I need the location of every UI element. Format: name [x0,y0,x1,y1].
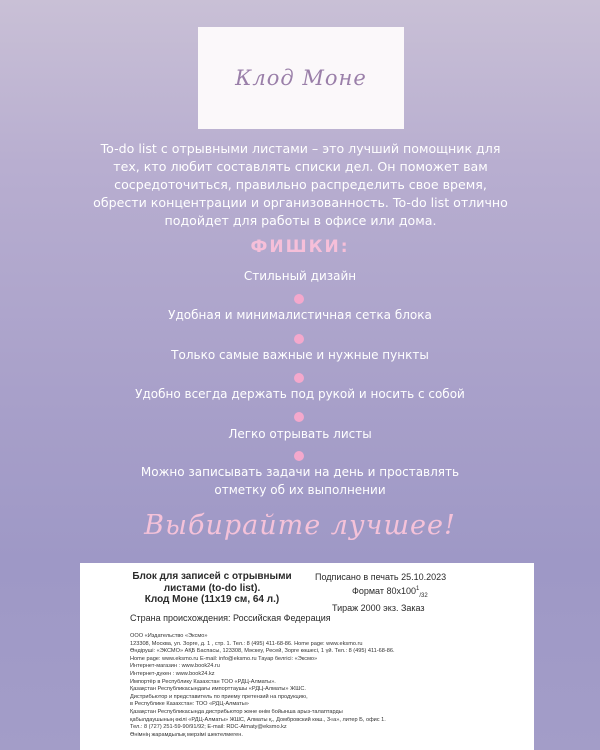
brand-logo-card [198,27,404,129]
detail-line: в Республике Казахстан: ТОО «РДЦ-Алматы» [130,701,249,708]
publisher-details [130,633,530,739]
bullet-dot-icon [294,451,304,461]
feature-item [60,267,540,285]
imprint-block [80,563,534,750]
detail-line: Дистрибьютор и представитель по приему претензий на продукцию, [130,693,308,700]
format-line [315,583,525,602]
feature-text: Удобно всегда держать под рукой и носить с собой [135,387,465,401]
signed-date: Подписано в печать 25.10.2023 [315,572,447,582]
print-info [315,571,525,614]
product-title [112,571,312,606]
brand-logo: Клод Моне [235,66,367,90]
format-sup: 1 [416,586,420,592]
format-sub: /32 [419,592,428,599]
intro-paragraph [88,140,513,230]
bullet-dot-icon [294,294,304,304]
feature-text: Стильный дизайн [243,269,357,283]
feature-item [60,385,540,403]
detail-line: Қазақстан Республикасында дистрибьютор және өнім бойынша арыз-талаптарды [130,708,343,715]
feature-text: Удобная и минималистичная сетка блока [168,308,432,322]
detail-line: Интернет-магазин : www.book24.ru [130,663,220,670]
bullet-dot-icon [294,412,304,422]
feature-text: Можно записывать задачи на день и проставлять [140,465,460,479]
product-title-line: Клод Моне (11х19 см, 64 л.) [144,594,280,605]
intro-line: обрести концентрации и организованность. To-do list отлично [93,195,508,210]
country-of-origin: Страна происхождения: Российская Федерация [130,613,331,623]
product-title-line: Блок для записей с отрывными [132,571,292,582]
detail-line: Өндіруші: «ЭКСМО» АҚБ Баспасы, 123308, Мәскеу, Ресей, Зорге көшесі, 1 үй. Тел.: 8 (495) 411-68-86. [130,648,395,655]
features-title: ФИШКИ: [250,237,350,257]
feature-item [60,346,540,364]
feature-item [60,306,540,324]
intro-line: сосредоточиться, правильно распределить свое время, [114,177,487,192]
feature-text: Легко отрывать листы [228,427,372,441]
detail-line: Тел.: 8 (727) 251-59-90/91/92; E-mail: RDC-Almaty@eksmo.kz [130,724,287,731]
detail-line: Импортёр в Республику Казахстан ТОО «РДЦ-Алматы». [130,678,276,685]
feature-text: Только самые важные и нужные пункты [171,348,429,362]
detail-line: Home page: www.eksmo.ru E-mail: info@eksmo.ru Тауар белгісі: «Эксмо» [130,655,318,662]
format-value: Формат 80х100 [352,586,416,596]
intro-line: To-do list с отрывными листами – это лучший помощник для [100,141,501,156]
feature-text: отметку об их выполнении [214,483,386,497]
detail-line: қабылдаушының өкілі «РДЦ-Алматы» ЖШС, Алматы қ., Домбровский көш., 3«а», литер Б, офис 1. [130,716,386,723]
bullet-dot-icon [294,373,304,383]
detail-line: Қазақстан Республикасындағы импорттаушы «РДЦ-Алматы» ЖШС. [130,686,306,693]
intro-line: подойдет для работы в офисе или дома. [164,213,437,228]
detail-line: Интернет-дүкен : www.book24.kz [130,670,215,677]
bullet-dot-icon [294,334,304,344]
feature-item [60,463,540,499]
intro-line: тех, кто любит составлять списки дел. Он поможет вам [113,159,488,174]
circulation: Тираж 2000 экз. Заказ [332,602,425,613]
detail-line: 123308, Москва, ул. Зорге, д. 1 , стр. 1. Тел.: 8 (495) 411-68-86. Home page: www.eksmo.ru [130,640,363,647]
slogan: Выбирайте лучшее! [144,510,456,541]
detail-line: ООО «Издательство «Эксмо» [130,633,208,639]
product-title-line: листами (to-do list). [163,582,261,594]
detail-line: Өнімнің жарамдылық мерзімі шектелмеген. [130,731,243,738]
feature-item [60,425,540,443]
